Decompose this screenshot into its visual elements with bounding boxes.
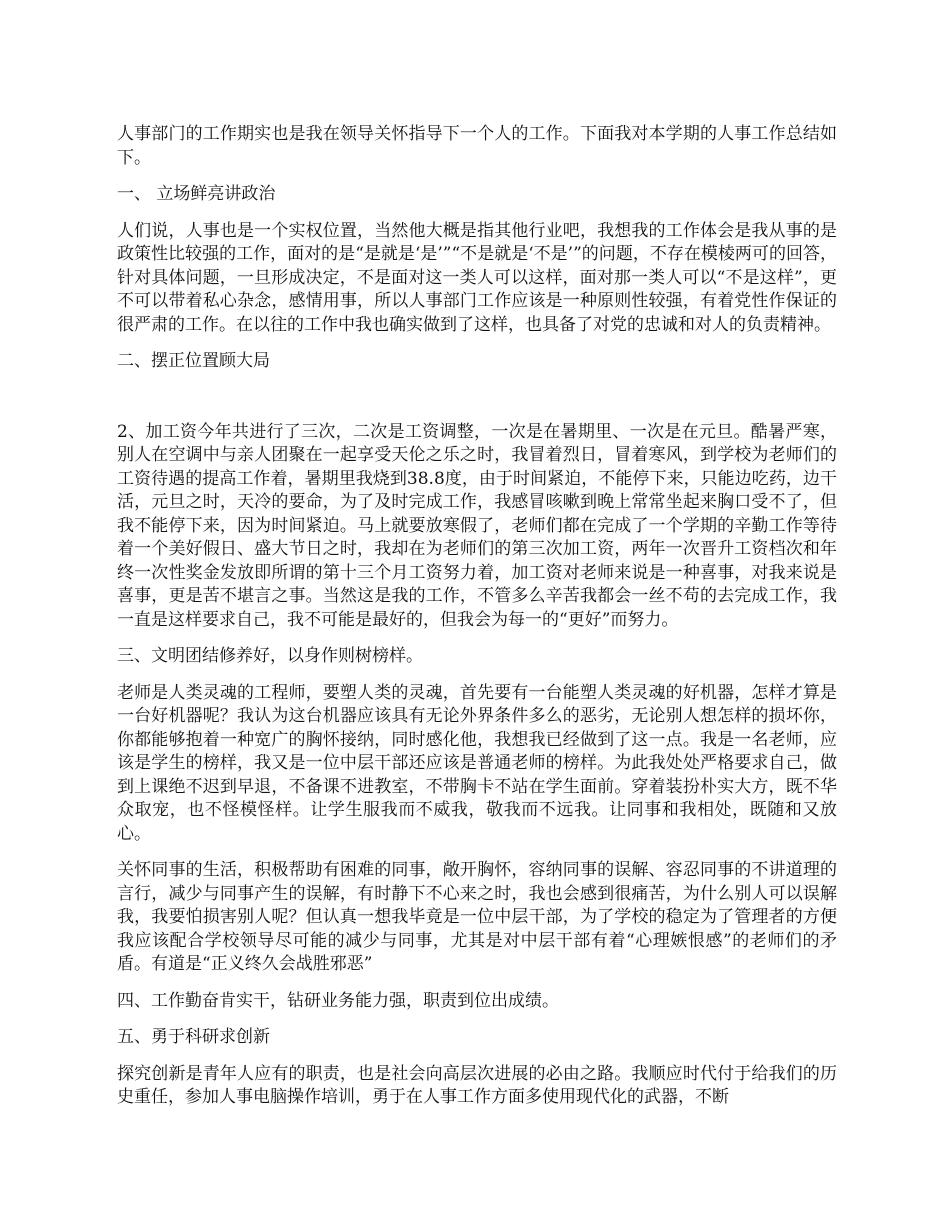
section-3-paragraph-1: 老师是人类灵魂的工程师，要塑人类的灵魂，首先要有一台能塑人类灵魂的好机器，怎样才算是一台好机器呢？我认为这台机器应该具有无论外界条件多么的恶劣，无论别人想怎样的损坏你，你都能够抱着一种宽广的胸怀接纳，同时感化他，我想我已经做到了这一点。我是一名老师，应该是学生的榜样，我又是一位中层干部还应该是普通老师的榜样。为此我处处严格要求自己，做到上课绝不迟到早退，不备课不进教室，不带胸卡不站在学生面前。穿着装扮朴实大方，既不华众取宠，也不怪模怪样。让学生服我而不威我，敬我而不远我。让同事和我相处，既随和又放心。 bbox=[117, 682, 837, 844]
section-2-heading: 二、摆正位置顾大局 bbox=[117, 351, 270, 371]
document-body bbox=[117, 123, 837, 1123]
section-1-paragraph-1: 人们说，人事也是一个实权位置，当然他大概是指其他行业吧，我想我的工作体会是我从事的是政策性比较强的工作，面对的是“是就是‘是’”“不是就是‘不是’”的问题，不存在模棱两可的回答，针对具体问题，一旦形成决定，不是面对这一类人可以这样，面对那一类人可以“不是这样”，更不可以带着私心杂念，感情用事，所以人事部门工作应该是一种原则性较强，有着党性作保证的很严肃的工作。在以往的工作中我也确实做到了这样，也具备了对党的忠诚和对人的负责精神。 bbox=[117, 220, 837, 335]
section-3-heading: 三、文明团结修养好，以身作则树榜样。 bbox=[117, 646, 423, 666]
intro-paragraph: 人事部门的工作期实也是我在领导关怀指导下一个人的工作。下面我对本学期的人事工作总结如下。 bbox=[117, 124, 837, 168]
section-2-paragraph-1: 2、加工资今年共进行了三次，二次是工资调整，一次是在暑期里、一次是在元旦。酷暑严寒，别人在空调中与亲人团聚在一起享受天伦之乐之时，我冒着烈日，冒着寒风，到学校为老师们的工资待遇的提高工作着，暑期里我烧到38.8度，由于时间紧迫，不能停下来，只能边吃药，边干活，元旦之时，天冷的要命，为了及时完成工作，我感冒咳嗽到晚上常常坐起来胸口受不了，但我不能停下来，因为时间紧迫。马上就要放寒假了，老师们都在完成了一个学期的辛勤工作等待着一个美好假日、盛大节日之时，我却在为老师们的第三次加工资，两年一次晋升工资档次和年终一次性奖金发放即所谓的第十三个月工资努力着，加工资对老师来说是一种喜事，对我来说是喜事，更是苦不堪言之事。当然这是我的工作，不管多么辛苦我都会一丝不苟的去完成工作，我一直是这样要求自己，我不可能是最好的，但我会为每一的“更好”而努力。 bbox=[117, 421, 837, 630]
section-1-heading: 一、 立场鲜亮讲政治 bbox=[117, 184, 276, 204]
section-5-paragraph-1: 探究创新是青年人应有的职责，也是社会向高层次进展的必由之路。我顺应时代付于给我们的历史重任，参加人事电脑操作培训，勇于在人事工作方面多使用现代化的武器，不断 bbox=[117, 1063, 837, 1107]
blank-gap bbox=[117, 387, 837, 421]
section-4-heading: 四、工作勤奋肯实干，钻研业务能力强，职责到位出成绩。 bbox=[117, 990, 559, 1011]
section-3-paragraph-2: 关怀同事的生活，积极帮助有困难的同事，敞开胸怀，容纳同事的误解、容忍同事的不讲道理的言行，减少与同事产生的误解，有时静下不心来之时，我也会感到很痛苦，为什么别人可以误解我，我要怕损害别人呢？但认真一想我毕竟是一位中层干部，为了学校的稳定为了管理者的方便我应该配合学校领导尽可能的减少与同事，尤其是对中层干部有着“心理嫉恨感”的老师们的矛盾。有道是“正义终久会战胜邪恶” bbox=[117, 860, 837, 974]
section-5-heading: 五、勇于科研求创新 bbox=[117, 1027, 270, 1047]
